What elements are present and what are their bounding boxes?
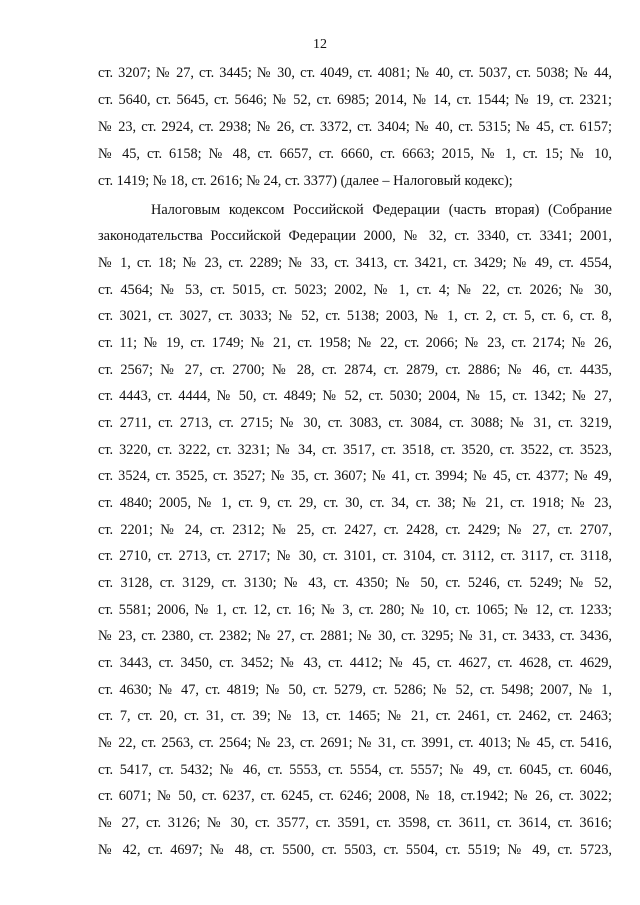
text-line: ст. 7, ст. 20, ст. 31, ст. 39; № 13, ст. 1465; № 21, ст. 2461, ст. 2462, ст. 2463;	[98, 708, 612, 724]
text-line: ст. 4840; 2005, № 1, ст. 9, ст. 29, ст. 30, ст. 34, ст. 38; № 21, ст. 1918; № 23,	[98, 495, 612, 511]
text-line: ст. 4564; № 53, ст. 5015, ст. 5023; 2002, № 1, ст. 4; № 22, ст. 2026; № 30,	[98, 282, 612, 298]
text-line: № 23, ст. 2380, ст. 2382; № 27, ст. 2881; № 30, ст. 3295; № 31, ст. 3433, ст. 3436,	[98, 628, 612, 644]
text-line: ст. 5581; 2006, № 1, ст. 12, ст. 16; № 3, ст. 280; № 10, ст. 1065; № 12, ст. 1233;	[98, 602, 612, 618]
text-line: ст. 4630; № 47, ст. 4819; № 50, ст. 5279, ст. 5286; № 52, ст. 5498; 2007, № 1,	[98, 682, 612, 698]
text-line: ст. 2710, ст. 2713, ст. 2717; № 30, ст. 3101, ст. 3104, ст. 3112, ст. 3117, ст. 3118,	[98, 548, 612, 564]
text-line: № 45, ст. 6158; № 48, ст. 6657, ст. 6660, ст. 6663; 2015, № 1, ст. 15; № 10,	[98, 146, 612, 162]
text-line: ст. 2201; № 24, ст. 2312; № 25, ст. 2427, ст. 2428, ст. 2429; № 27, ст. 2707,	[98, 522, 612, 538]
text-line: ст. 1419; № 18, ст. 2616; № 24, ст. 3377) (далее – Налоговый кодекс);	[98, 173, 513, 189]
text-line: ст. 3207; № 27, ст. 3445; № 30, ст. 4049, ст. 4081; № 40, ст. 5037, ст. 5038; № 44,	[98, 65, 612, 81]
text-line: № 22, ст. 2563, ст. 2564; № 23, ст. 2691; № 31, ст. 3991, ст. 4013; № 45, ст. 5416,	[98, 735, 612, 751]
text-line: № 27, ст. 3126; № 30, ст. 3577, ст. 3591, ст. 3598, ст. 3611, ст. 3614, ст. 3616;	[98, 815, 612, 831]
text-line: ст. 5640, ст. 5645, ст. 5646; № 52, ст. 6985; 2014, № 14, ст. 1544; № 19, ст. 2321;	[98, 92, 612, 108]
text-line: ст. 2711, ст. 2713, ст. 2715; № 30, ст. 3083, ст. 3084, ст. 3088; № 31, ст. 3219,	[98, 415, 612, 431]
text-line: ст. 6071; № 50, ст. 6237, ст. 6245, ст. 6246; 2008, № 18, ст.1942; № 26, ст. 3022;	[98, 788, 612, 804]
text-line: ст. 5417, ст. 5432; № 46, ст. 5553, ст. 5554, ст. 5557; № 49, ст. 6045, ст. 6046,	[98, 762, 612, 778]
text-line: Налоговым кодексом Российской Федерации (часть вторая) (Собрание	[151, 202, 612, 218]
text-line: ст. 3524, ст. 3525, ст. 3527; № 35, ст. 3607; № 41, ст. 3994; № 45, ст. 4377; № 49,	[98, 468, 612, 484]
text-line: № 42, ст. 4697; № 48, ст. 5500, ст. 5503, ст. 5504, ст. 5519; № 49, ст. 5723,	[98, 842, 612, 858]
text-line: ст. 2567; № 27, ст. 2700; № 28, ст. 2874, ст. 2879, ст. 2886; № 46, ст. 4435,	[98, 362, 612, 378]
text-line: № 23, ст. 2924, ст. 2938; № 26, ст. 3372, ст. 3404; № 40, ст. 5315; № 45, ст. 6157;	[98, 119, 612, 135]
text-line: ст. 3220, ст. 3222, ст. 3231; № 34, ст. 3517, ст. 3518, ст. 3520, ст. 3522, ст. 3523,	[98, 442, 612, 458]
text-line: законодательства Российской Федерации 2000, № 32, ст. 3340, ст. 3341; 2001,	[98, 228, 612, 244]
text-line: ст. 3128, ст. 3129, ст. 3130; № 43, ст. 4350; № 50, ст. 5246, ст. 5249; № 52,	[98, 575, 612, 591]
text-line: ст. 4443, ст. 4444, № 50, ст. 4849; № 52, ст. 5030; 2004, № 15, ст. 1342; № 27,	[98, 388, 612, 404]
text-line: ст. 11; № 19, ст. 1749; № 21, ст. 1958; № 22, ст. 2066; № 23, ст. 2174; № 26,	[98, 335, 612, 351]
text-line: ст. 3443, ст. 3450, ст. 3452; № 43, ст. 4412; № 45, ст. 4627, ст. 4628, ст. 4629,	[98, 655, 612, 671]
page-number: 12	[313, 37, 327, 52]
text-line: № 1, ст. 18; № 23, ст. 2289; № 33, ст. 3413, ст. 3421, ст. 3429; № 49, ст. 4554,	[98, 255, 612, 271]
text-line: ст. 3021, ст. 3027, ст. 3033; № 52, ст. 5138; 2003, № 1, ст. 2, ст. 5, ст. 6, ст. 8,	[98, 308, 612, 324]
